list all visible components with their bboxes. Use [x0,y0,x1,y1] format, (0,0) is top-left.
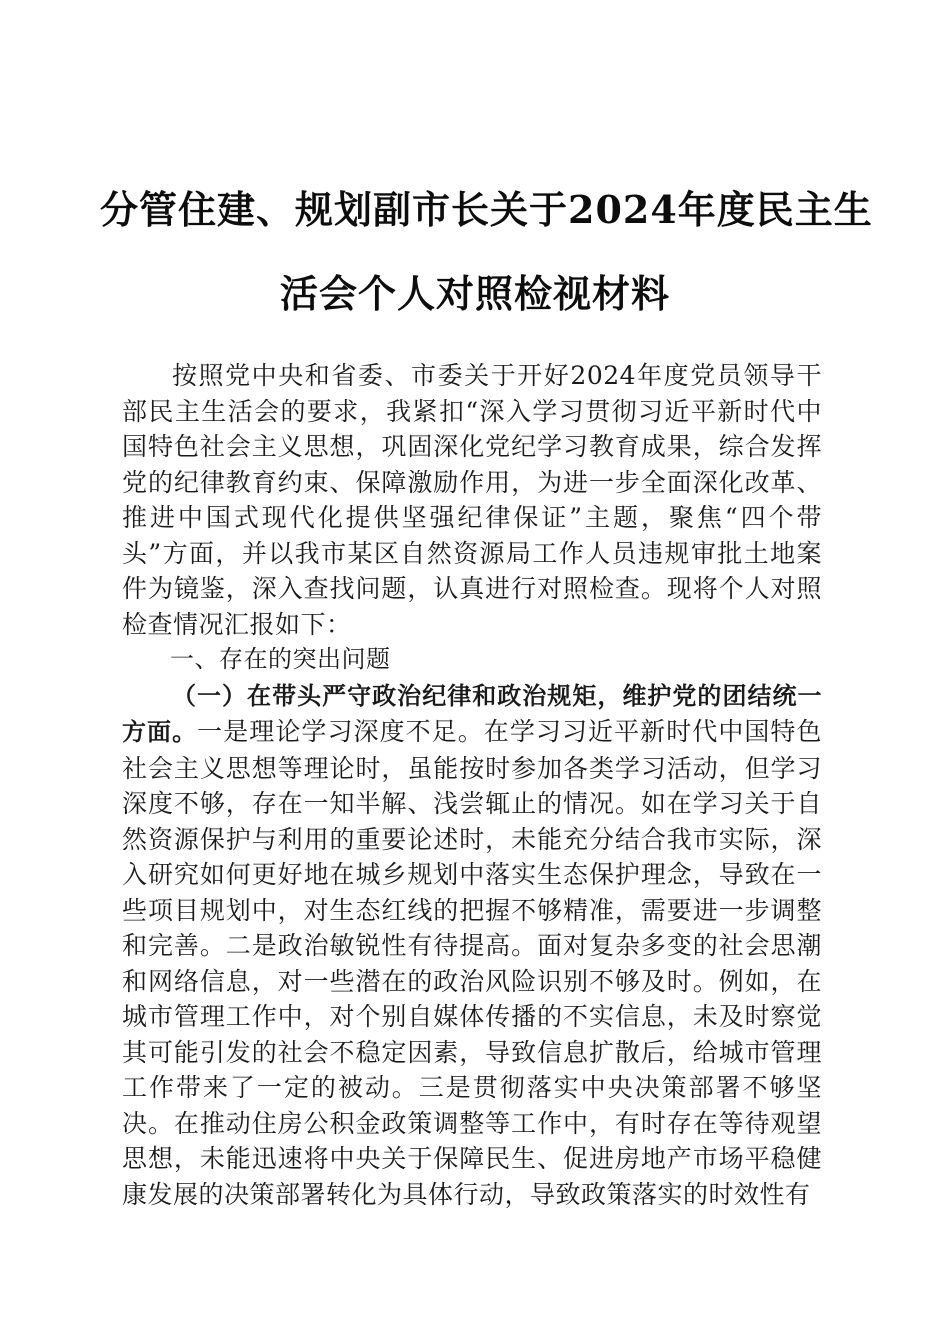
title-line-1: 分管住建、规划副市长关于2024年度民主生 [100,187,873,232]
subsection-paragraph-1 [122,678,822,1213]
intro-paragraph: 按照党中央和省委、市委关于开好2024年度党员领导干部民主生活会的要求，我紧扣“深入学习贯彻习近平新时代中国特色社会主义思想，巩固深化党纪学习教育成果，综合发挥党的纪律教育约束、保障激励作用，为进一步全面深化改革、推进中国式现代化提供坚强纪律保证”主题，聚焦“四个带头”方面，并以我市某区自然资源局工作人员违规审批土地案件为镜鉴，深入查找问题，认真进行对照检查。现将个人对照检查情况汇报如下： [122,361,822,639]
document-title [100,168,873,336]
section-heading-1: 一、存在的突出问题 [170,645,391,673]
subsection-body-1: 一是理论学习深度不足。在学习习近平新时代中国特色社会主义思想等理论时，虽能按时参加各类学习活动，但学习深度不够，存在一知半解、浅尝辄止的情况。如在学习关于自然资源保护与利用的重要论述时，未能充分结合我市实际，深入研究如何更好地在城乡规划中落实生态保护理念，导致在一些项目规划中，对生态红线的把握不够精准，需要进一步调整和完善。二是政治敏锐性有待提高。面对复杂多变的社会思潮和网络信息，对一些潜在的政治风险识别不够及时。例如，在城市管理工作中，对个别自媒体传播的不实信息，未及时察觉其可能引发的社会不稳定因素，导致信息扩散后，给城市管理工作带来了一定的被动。三是贯彻落实中央决策部署不够坚决。在推动住房公积金政策调整等工作中，有时存在等待观望思想，未能迅速将中央关于保障民生、促进房地产市场平稳健康发展的决策部署转化为具体行动，导致政策落实的时效性有 [122,717,822,1209]
subsection-heading-1: （一）在带头严守政治纪律和政治规矩，维护党的团结统一方面。 [122,681,822,746]
title-line-2: 活会个人对照检视材料 [279,271,670,316]
document-body [122,358,822,1212]
